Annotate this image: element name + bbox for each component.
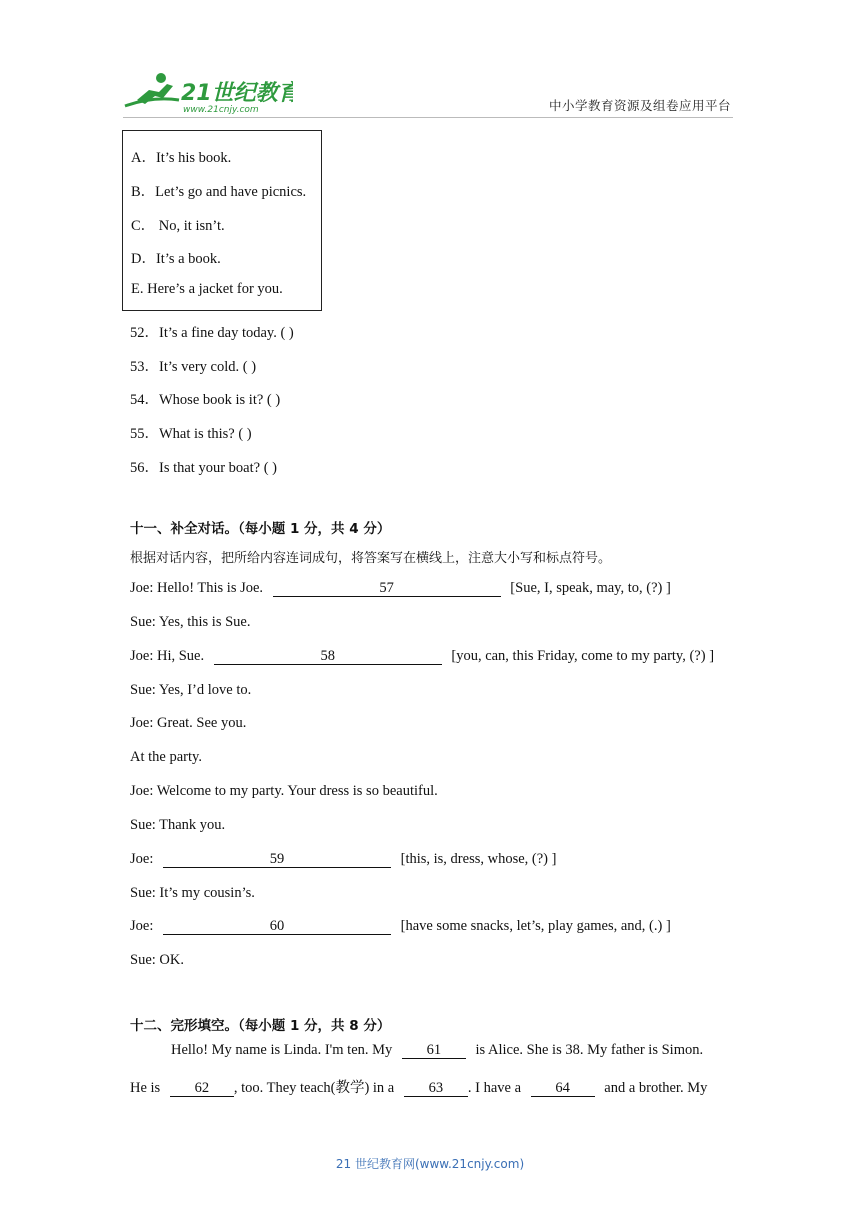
platform-name: 中小学教育资源及组卷应用平台 — [549, 98, 732, 113]
cloze-text: is Alice. She is 38. My father is Simon. — [475, 1042, 704, 1058]
logo-url: www.21cnjy.com — [183, 105, 259, 115]
section-12-heading: 十二、完形填空。（每小题 1 分，共 8 分） — [130, 1018, 391, 1034]
cloze-paragraph-line-1 — [171, 1042, 703, 1059]
dialogue-line: Joe: Great. See you. — [130, 715, 247, 731]
footer-link[interactable]: 21 世纪教育网(www.21cnjy.com) — [335, 1157, 525, 1171]
cloze-text: , too. They teach(教学) in a — [233, 1080, 395, 1096]
question-54: 54．Whose book is it? ( ) — [130, 392, 281, 408]
word-hint: [have some snacks, let’s, play games, and, (.) ] — [400, 918, 671, 934]
dialogue-text: Joe: Hello! This is Joe. — [130, 580, 264, 596]
options-box — [122, 130, 322, 311]
dialogue-line-57 — [130, 580, 671, 597]
runner-logo-icon — [123, 70, 293, 116]
logo-text: 21世纪教育 — [181, 81, 293, 106]
blank-63[interactable]: 63 — [404, 1081, 468, 1097]
dialogue-text: Joe: — [130, 851, 154, 867]
option-d: D．It’s a book. — [131, 251, 221, 267]
dialogue-line-59 — [130, 851, 556, 868]
dialogue-line: Joe: Welcome to my party. Your dress is so beautiful. — [130, 783, 438, 799]
cloze-text: Hello! My name is Linda. I'm ten. My — [171, 1042, 393, 1058]
option-b: B．Let’s go and have picnics. — [131, 184, 307, 200]
dialogue-line: Sue: OK. — [130, 952, 184, 968]
option-a: A．It’s his book. — [131, 150, 232, 166]
blank-61[interactable]: 61 — [402, 1043, 466, 1059]
word-hint: [this, is, dress, whose, (?) ] — [400, 851, 557, 867]
cloze-paragraph-line-2 — [130, 1076, 707, 1097]
word-hint: [Sue, I, speak, may, to, (?) ] — [510, 580, 671, 596]
blank-59[interactable]: 59 — [163, 852, 391, 868]
question-56: 56．Is that your boat? ( ) — [130, 460, 277, 476]
question-53: 53．It’s very cold. ( ) — [130, 359, 257, 375]
blank-62[interactable]: 62 — [170, 1081, 234, 1097]
site-logo — [123, 70, 293, 116]
question-52: 52．It’s a fine day today. ( ) — [130, 325, 294, 341]
dialogue-line-60 — [130, 918, 671, 935]
dialogue-text: Joe: Hi, Sue. — [130, 648, 205, 664]
dialogue-line: Sue: Yes, this is Sue. — [130, 614, 251, 630]
word-hint: [you, can, this Friday, come to my party, (?) ] — [451, 648, 715, 664]
blank-58[interactable]: 58 — [214, 649, 442, 665]
dialogue-line: At the party. — [130, 749, 202, 765]
cloze-text: He is — [130, 1080, 161, 1096]
dialogue-line-58 — [130, 648, 714, 665]
dialogue-text: Joe: — [130, 918, 154, 934]
option-e: E. Here’s a jacket for you. — [131, 281, 283, 297]
header-divider — [123, 117, 733, 118]
section-11-instruction: 根据对话内容，把所给内容连词成句，将答案写在横线上，注意大小写和标点符号。 — [130, 551, 612, 566]
cloze-text: . I have a — [467, 1080, 522, 1096]
dialogue-line: Sue: Thank you. — [130, 817, 226, 833]
blank-57[interactable]: 57 — [273, 581, 501, 597]
question-55: 55．What is this? ( ) — [130, 426, 252, 442]
dialogue-line: Sue: Yes, I’d love to. — [130, 682, 252, 698]
cloze-text: and a brother. My — [604, 1080, 708, 1096]
section-11-heading: 十一、补全对话。（每小题 1 分，共 4 分） — [130, 521, 391, 537]
blank-64[interactable]: 64 — [531, 1081, 595, 1097]
blank-60[interactable]: 60 — [163, 919, 391, 935]
dialogue-line: Sue: It’s my cousin’s. — [130, 885, 255, 901]
option-c: C． No, it isn’t. — [131, 218, 225, 234]
